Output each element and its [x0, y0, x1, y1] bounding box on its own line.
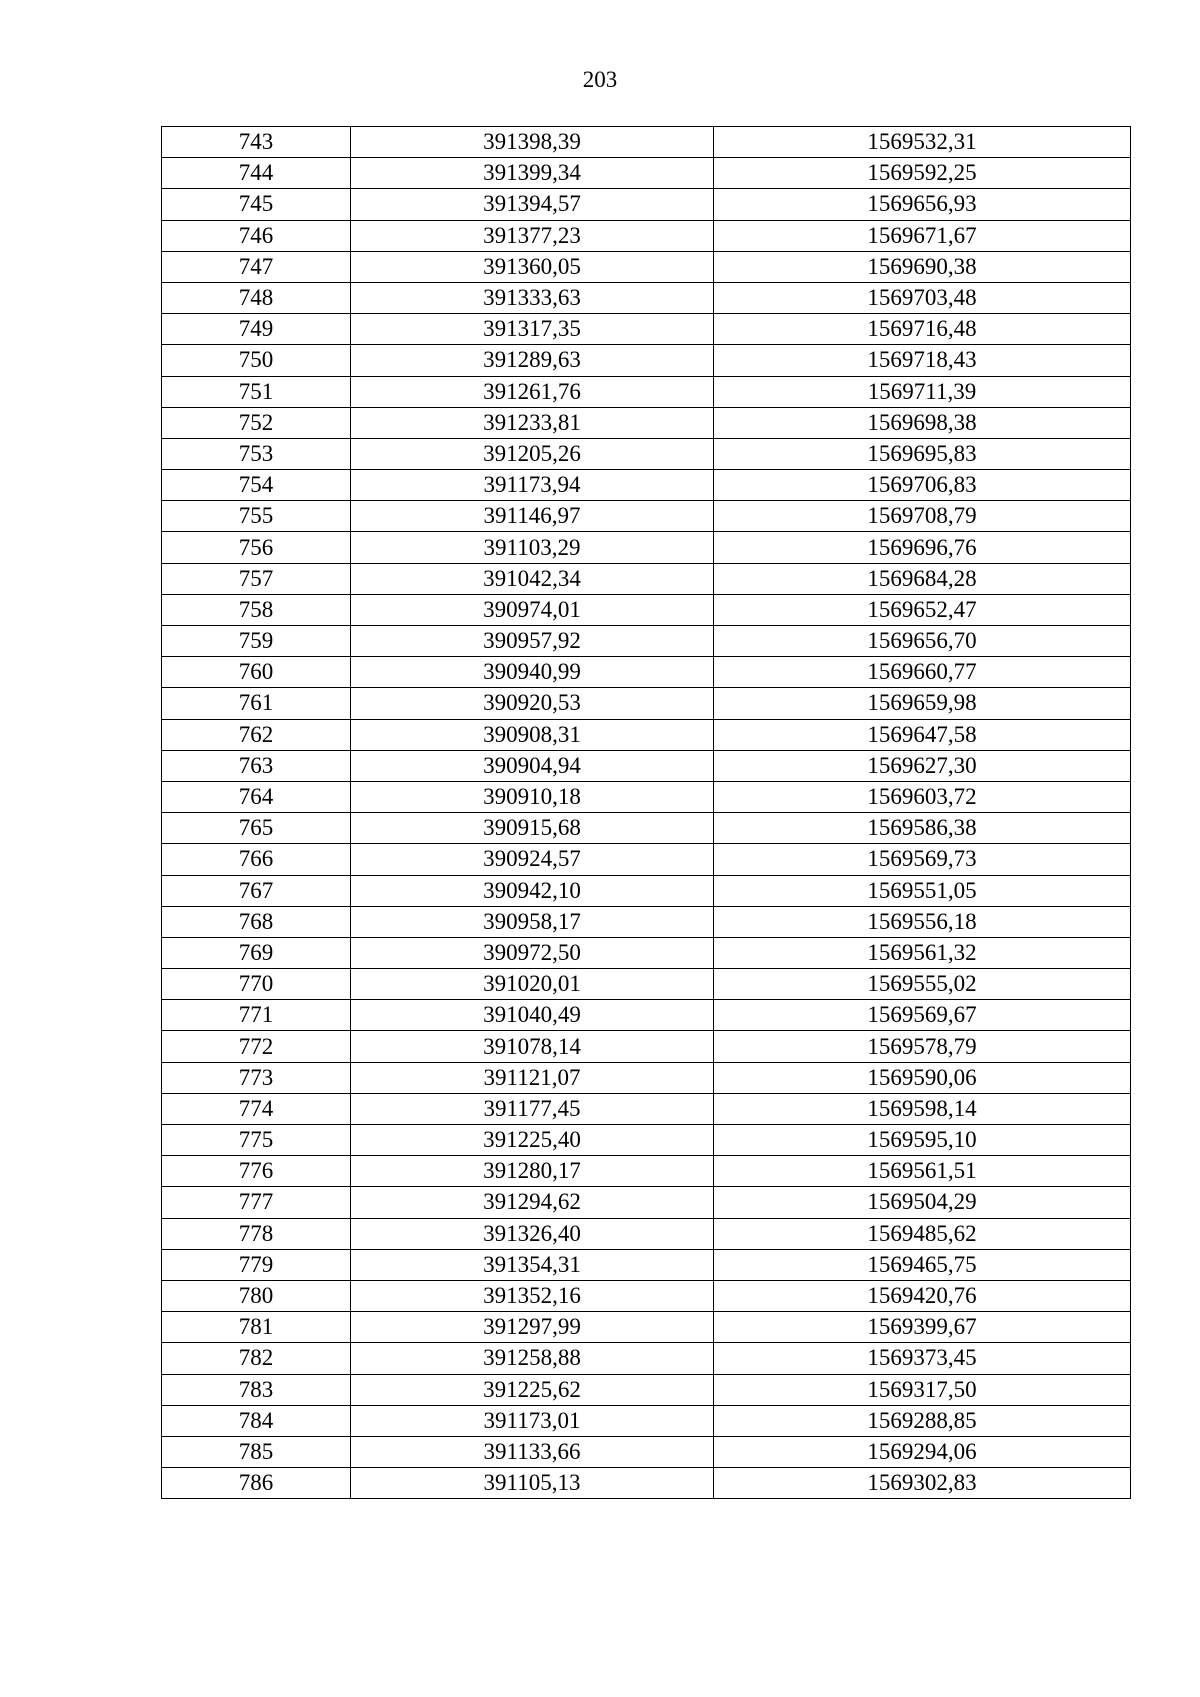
y-coordinate-cell: 1569696,76: [714, 532, 1131, 563]
x-coordinate-cell: 391294,62: [351, 1187, 714, 1218]
point-number-cell: 784: [162, 1405, 351, 1436]
x-coordinate-cell: 391225,62: [351, 1374, 714, 1405]
y-coordinate-cell: 1569703,48: [714, 282, 1131, 313]
point-number-cell: 755: [162, 501, 351, 532]
y-coordinate-cell: 1569294,06: [714, 1436, 1131, 1467]
table-row: [162, 1280, 1131, 1311]
point-number-cell: 759: [162, 626, 351, 657]
x-coordinate-cell: 391133,66: [351, 1436, 714, 1467]
y-coordinate-cell: 1569659,98: [714, 688, 1131, 719]
table-row: [162, 438, 1131, 469]
y-coordinate-cell: 1569690,38: [714, 251, 1131, 282]
x-coordinate-cell: 391146,97: [351, 501, 714, 532]
table-row: [162, 1405, 1131, 1436]
table-row: [162, 189, 1131, 220]
table-row: [162, 501, 1131, 532]
table-row: [162, 1062, 1131, 1093]
table-row: [162, 1031, 1131, 1062]
x-coordinate-cell: 390904,94: [351, 750, 714, 781]
point-number-cell: 779: [162, 1249, 351, 1280]
point-number-cell: 762: [162, 719, 351, 750]
coordinates-table-body: [162, 127, 1131, 1499]
point-number-cell: 750: [162, 345, 351, 376]
point-number-cell: 746: [162, 220, 351, 251]
table-row: [162, 1436, 1131, 1467]
point-number-cell: 765: [162, 813, 351, 844]
point-number-cell: 748: [162, 282, 351, 313]
y-coordinate-cell: 1569465,75: [714, 1249, 1131, 1280]
y-coordinate-cell: 1569302,83: [714, 1468, 1131, 1499]
x-coordinate-cell: 390972,50: [351, 937, 714, 968]
point-number-cell: 773: [162, 1062, 351, 1093]
x-coordinate-cell: 391020,01: [351, 969, 714, 1000]
y-coordinate-cell: 1569671,67: [714, 220, 1131, 251]
table-row: [162, 376, 1131, 407]
table-row: [162, 563, 1131, 594]
y-coordinate-cell: 1569288,85: [714, 1405, 1131, 1436]
y-coordinate-cell: 1569627,30: [714, 750, 1131, 781]
y-coordinate-cell: 1569590,06: [714, 1062, 1131, 1093]
x-coordinate-cell: 391297,99: [351, 1312, 714, 1343]
y-coordinate-cell: 1569578,79: [714, 1031, 1131, 1062]
point-number-cell: 778: [162, 1218, 351, 1249]
x-coordinate-cell: 390924,57: [351, 844, 714, 875]
y-coordinate-cell: 1569711,39: [714, 376, 1131, 407]
point-number-cell: 770: [162, 969, 351, 1000]
x-coordinate-cell: 391103,29: [351, 532, 714, 563]
table-row: [162, 220, 1131, 251]
y-coordinate-cell: 1569695,83: [714, 438, 1131, 469]
point-number-cell: 783: [162, 1374, 351, 1405]
point-number-cell: 744: [162, 158, 351, 189]
x-coordinate-cell: 391317,35: [351, 314, 714, 345]
y-coordinate-cell: 1569684,28: [714, 563, 1131, 594]
table-row: [162, 532, 1131, 563]
table-row: [162, 1187, 1131, 1218]
y-coordinate-cell: 1569317,50: [714, 1374, 1131, 1405]
x-coordinate-cell: 391333,63: [351, 282, 714, 313]
point-number-cell: 777: [162, 1187, 351, 1218]
table-row: [162, 937, 1131, 968]
table-row: [162, 1312, 1131, 1343]
table-row: [162, 345, 1131, 376]
coordinates-table: [161, 126, 1131, 1499]
point-number-cell: 786: [162, 1468, 351, 1499]
y-coordinate-cell: 1569716,48: [714, 314, 1131, 345]
point-number-cell: 768: [162, 906, 351, 937]
point-number-cell: 769: [162, 937, 351, 968]
table-row: [162, 1249, 1131, 1280]
table-row: [162, 906, 1131, 937]
y-coordinate-cell: 1569420,76: [714, 1280, 1131, 1311]
table-row: [162, 626, 1131, 657]
page-number: 203: [582, 67, 618, 92]
y-coordinate-cell: 1569718,43: [714, 345, 1131, 376]
x-coordinate-cell: 390974,01: [351, 594, 714, 625]
point-number-cell: 772: [162, 1031, 351, 1062]
table-row: [162, 813, 1131, 844]
table-row: [162, 1156, 1131, 1187]
x-coordinate-cell: 391352,16: [351, 1280, 714, 1311]
x-coordinate-cell: 391377,23: [351, 220, 714, 251]
y-coordinate-cell: 1569399,67: [714, 1312, 1131, 1343]
y-coordinate-cell: 1569551,05: [714, 875, 1131, 906]
point-number-cell: 785: [162, 1436, 351, 1467]
y-coordinate-cell: 1569532,31: [714, 127, 1131, 158]
y-coordinate-cell: 1569656,70: [714, 626, 1131, 657]
point-number-cell: 782: [162, 1343, 351, 1374]
table-row: [162, 1374, 1131, 1405]
y-coordinate-cell: 1569660,77: [714, 657, 1131, 688]
y-coordinate-cell: 1569561,51: [714, 1156, 1131, 1187]
point-number-cell: 771: [162, 1000, 351, 1031]
point-number-cell: 764: [162, 781, 351, 812]
x-coordinate-cell: 391105,13: [351, 1468, 714, 1499]
x-coordinate-cell: 390910,18: [351, 781, 714, 812]
x-coordinate-cell: 391040,49: [351, 1000, 714, 1031]
x-coordinate-cell: 391326,40: [351, 1218, 714, 1249]
point-number-cell: 774: [162, 1093, 351, 1124]
x-coordinate-cell: 391177,45: [351, 1093, 714, 1124]
point-number-cell: 763: [162, 750, 351, 781]
x-coordinate-cell: 390915,68: [351, 813, 714, 844]
point-number-cell: 745: [162, 189, 351, 220]
x-coordinate-cell: 391078,14: [351, 1031, 714, 1062]
x-coordinate-cell: 390942,10: [351, 875, 714, 906]
x-coordinate-cell: 390920,53: [351, 688, 714, 719]
y-coordinate-cell: 1569656,93: [714, 189, 1131, 220]
y-coordinate-cell: 1569603,72: [714, 781, 1131, 812]
y-coordinate-cell: 1569708,79: [714, 501, 1131, 532]
point-number-cell: 743: [162, 127, 351, 158]
x-coordinate-cell: 390908,31: [351, 719, 714, 750]
x-coordinate-cell: 391354,31: [351, 1249, 714, 1280]
y-coordinate-cell: 1569598,14: [714, 1093, 1131, 1124]
table-row: [162, 1343, 1131, 1374]
y-coordinate-cell: 1569561,32: [714, 937, 1131, 968]
y-coordinate-cell: 1569586,38: [714, 813, 1131, 844]
table-row: [162, 1125, 1131, 1156]
x-coordinate-cell: 391289,63: [351, 345, 714, 376]
table-row: [162, 127, 1131, 158]
table-row: [162, 282, 1131, 313]
point-number-cell: 747: [162, 251, 351, 282]
x-coordinate-cell: 391121,07: [351, 1062, 714, 1093]
table-row: [162, 844, 1131, 875]
x-coordinate-cell: 391360,05: [351, 251, 714, 282]
table-row: [162, 719, 1131, 750]
point-number-cell: 758: [162, 594, 351, 625]
point-number-cell: 776: [162, 1156, 351, 1187]
point-number-cell: 756: [162, 532, 351, 563]
x-coordinate-cell: 391399,34: [351, 158, 714, 189]
point-number-cell: 780: [162, 1280, 351, 1311]
point-number-cell: 766: [162, 844, 351, 875]
point-number-cell: 751: [162, 376, 351, 407]
y-coordinate-cell: 1569556,18: [714, 906, 1131, 937]
table-row: [162, 750, 1131, 781]
x-coordinate-cell: 391173,94: [351, 470, 714, 501]
y-coordinate-cell: 1569569,67: [714, 1000, 1131, 1031]
table-row: [162, 1093, 1131, 1124]
x-coordinate-cell: 391205,26: [351, 438, 714, 469]
x-coordinate-cell: 390940,99: [351, 657, 714, 688]
y-coordinate-cell: 1569647,58: [714, 719, 1131, 750]
table-row: [162, 781, 1131, 812]
table-row: [162, 314, 1131, 345]
table-row: [162, 657, 1131, 688]
table-row: [162, 1000, 1131, 1031]
x-coordinate-cell: 391173,01: [351, 1405, 714, 1436]
table-row: [162, 1218, 1131, 1249]
table-row: [162, 251, 1131, 282]
x-coordinate-cell: 390958,17: [351, 906, 714, 937]
table-row: [162, 969, 1131, 1000]
x-coordinate-cell: 391233,81: [351, 407, 714, 438]
point-number-cell: 754: [162, 470, 351, 501]
x-coordinate-cell: 391261,76: [351, 376, 714, 407]
point-number-cell: 767: [162, 875, 351, 906]
y-coordinate-cell: 1569595,10: [714, 1125, 1131, 1156]
table-row: [162, 407, 1131, 438]
y-coordinate-cell: 1569569,73: [714, 844, 1131, 875]
y-coordinate-cell: 1569373,45: [714, 1343, 1131, 1374]
table-row: [162, 1468, 1131, 1499]
point-number-cell: 781: [162, 1312, 351, 1343]
point-number-cell: 757: [162, 563, 351, 594]
x-coordinate-cell: 390957,92: [351, 626, 714, 657]
y-coordinate-cell: 1569698,38: [714, 407, 1131, 438]
point-number-cell: 761: [162, 688, 351, 719]
y-coordinate-cell: 1569706,83: [714, 470, 1131, 501]
point-number-cell: 752: [162, 407, 351, 438]
table-row: [162, 688, 1131, 719]
y-coordinate-cell: 1569485,62: [714, 1218, 1131, 1249]
x-coordinate-cell: 391258,88: [351, 1343, 714, 1374]
x-coordinate-cell: 391280,17: [351, 1156, 714, 1187]
y-coordinate-cell: 1569555,02: [714, 969, 1131, 1000]
y-coordinate-cell: 1569652,47: [714, 594, 1131, 625]
x-coordinate-cell: 391394,57: [351, 189, 714, 220]
y-coordinate-cell: 1569504,29: [714, 1187, 1131, 1218]
table-row: [162, 875, 1131, 906]
x-coordinate-cell: 391225,40: [351, 1125, 714, 1156]
point-number-cell: 749: [162, 314, 351, 345]
x-coordinate-cell: 391042,34: [351, 563, 714, 594]
x-coordinate-cell: 391398,39: [351, 127, 714, 158]
table-row: [162, 158, 1131, 189]
point-number-cell: 760: [162, 657, 351, 688]
point-number-cell: 753: [162, 438, 351, 469]
table-row: [162, 470, 1131, 501]
y-coordinate-cell: 1569592,25: [714, 158, 1131, 189]
point-number-cell: 775: [162, 1125, 351, 1156]
table-row: [162, 594, 1131, 625]
